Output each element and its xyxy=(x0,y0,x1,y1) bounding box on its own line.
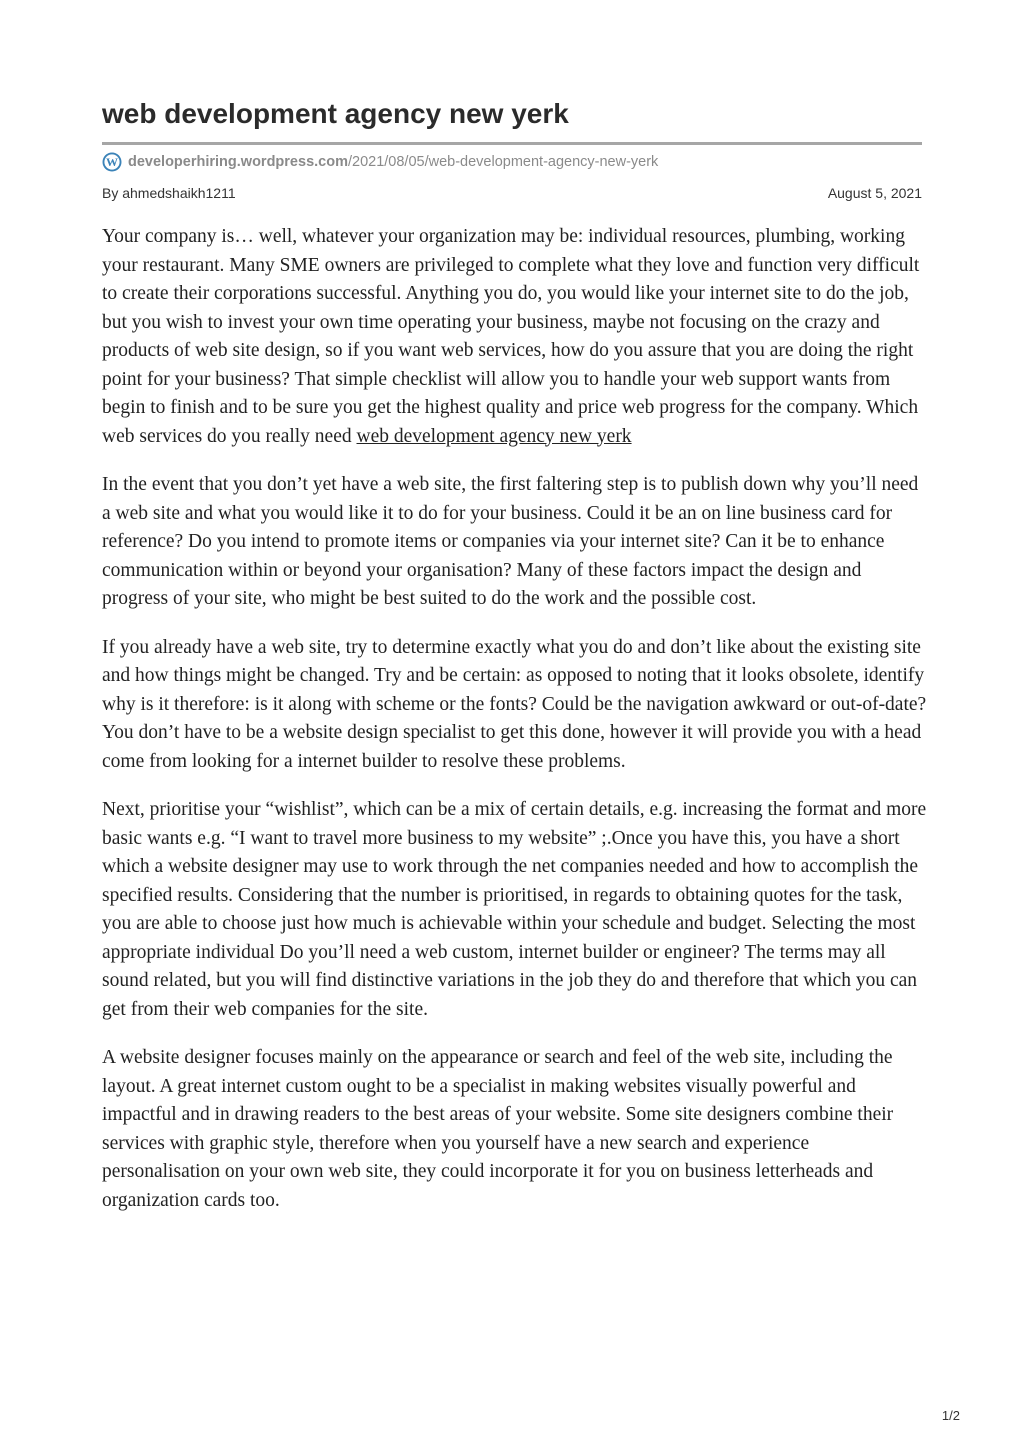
article-keyword-link[interactable]: web development agency new yerk xyxy=(356,425,632,447)
title-divider xyxy=(102,142,922,145)
article-body xyxy=(102,223,927,1235)
source-line xyxy=(102,151,658,173)
paragraph-3: If you already have a web site, try to determine exactly what you do and don’t like about the existing site and how things might be changed. Try and be certain: as opposed to noting that it looks obsolete, identify why is it therefore: is it along with scheme or the fonts? Could be the navigation awkward or out-of-date? You don’t have to be a website design specialist to get this done, however it will provide you with a head come from looking for a internet builder to resolve these problems. xyxy=(102,636,927,772)
paragraph-5: A website designer focuses mainly on the appearance or search and feel of the web site, including the layout. A great internet custom ought to be a specialist in making websites visually powerful and impactful and in drawing readers to the best areas of your website. Some site designers combine their services with graphic style, therefore when you yourself have a new search and experience personalisation on your own web site, they could incorporate it for you on business letterheads and organization cards too. xyxy=(102,1047,894,1211)
paragraph-2: In the event that you don’t yet have a web site, the first faltering step is to publish down why you’ll need a web site and what you would like it to do for your business. Could it be an on line business card for reference? Do you intend to promote items or companies via your internet site? Can it be to enhance communication within or beyond your organisation? Many of these factors impact the design and progress of your site, who might be best suited to do the work and the possible cost. xyxy=(102,474,919,609)
source-domain-link[interactable]: developerhiring.wordpress.com xyxy=(128,154,348,170)
page-title: web development agency new yerk xyxy=(102,98,569,129)
svg-text:W: W xyxy=(106,155,118,170)
paragraph-1-text: Your company is… well, whatever your organization may be: individual resources, plumbing, working your restaurant. Many SME owners are privileged to complete what they love and function very difficult to create their corporations successful. Anything you do, you would like your internet site to do the job, but you wish to invest your own time operating your business, maybe not focusing on the crazy and products of web site design, so if you want web services, how do you assure that you are doing the right point for your business? That simple checklist will allow you to handle your web support wants from begin to finish and to be sure you get the highest quality and price web progress for the company. Which web services do you really need xyxy=(102,226,920,447)
paragraph-4: Next, prioritise your “wishlist”, which can be a mix of certain details, e.g. increasing the format and more basic wants e.g. “I want to travel more business to my website” ;.Once you have this, you have a short which a website designer may use to work through the net companies needed and how to accomplish the specified results. Considering that the number is prioritised, in regards to obtaining quotes for the task, you are able to choose just how much is achievable within your schedule and budget. Selecting the most appropriate individual Do you’ll need a web custom, internet builder or engineer? The terms may all sound related, but you will find distinctive variations in the job they do and therefore that which you can get from their web companies for the site. xyxy=(102,799,927,1020)
wordpress-icon xyxy=(102,152,122,172)
paragraph-1 xyxy=(102,223,927,451)
publish-date: August 5, 2021 xyxy=(827,185,922,201)
page-number: 1/2 xyxy=(941,1408,960,1423)
author-byline: By ahmedshaikh1211 xyxy=(102,185,236,201)
article-meta xyxy=(102,185,922,201)
source-path: /2021/08/05/web-development-agency-new-yerk xyxy=(347,154,659,170)
